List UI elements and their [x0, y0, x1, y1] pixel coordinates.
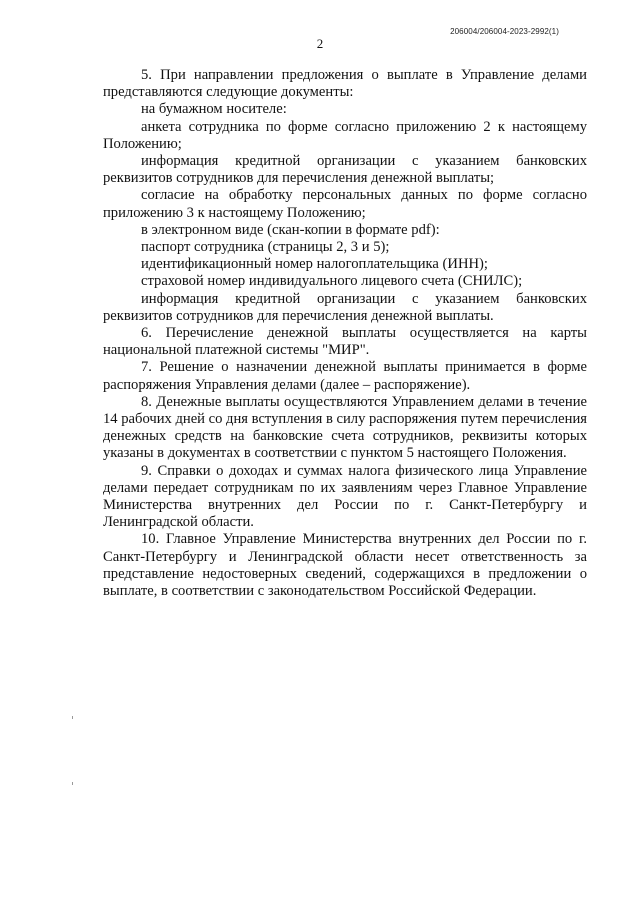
- paragraph-inn: идентификационный номер налогоплательщика (ИНН);: [141, 256, 488, 273]
- document-id: 206004/206004-2023-2992(1): [450, 27, 559, 36]
- paragraph-snils: страховой номер индивидуального лицевого счета (СНИЛС);: [141, 273, 523, 290]
- paragraph-passport: паспорт сотрудника (страницы 2, 3 и 5);: [141, 239, 390, 256]
- paragraph-6: 6. Перечисление денежной выплаты осуществляется на карты национальной платежной системы "МИР".: [103, 325, 587, 359]
- paragraph-5: 5. При направлении предложения о выплате в Управление делами представляются следующие документы:: [103, 67, 587, 101]
- page-number: 2: [316, 36, 324, 51]
- document-body: [103, 67, 587, 600]
- paragraph-paper-heading: на бумажном носителе:: [141, 101, 287, 118]
- paragraph-employee-form: анкета сотрудника по форме согласно приложению 2 к настоящему Положению;: [103, 118, 587, 152]
- scan-speck: [72, 782, 73, 785]
- paragraph-consent: согласие на обработку персональных данных по форме согласно приложению 3 к настоящему Положению;: [103, 187, 587, 221]
- paragraph-9: 9. Справки о доходах и суммах налога физического лица Управление делами передает сотрудникам по их заявлениям через Главное Управление Министерства внутренних дел России по г. Санкт-Петербургу и Ленинградской области.: [103, 462, 587, 531]
- paragraph-electronic-heading: в электронном виде (скан-копии в формате pdf):: [141, 221, 440, 238]
- paragraph-7: 7. Решение о назначении денежной выплаты принимается в форме распоряжения Управления делами (далее – распоряжение).: [103, 359, 587, 393]
- scan-speck: [72, 716, 73, 719]
- paragraph-bank-info-electronic: информация кредитной организации с указанием банковских реквизитов сотрудников для перечисления денежной выплаты.: [103, 290, 587, 324]
- paragraph-bank-info: информация кредитной организации с указанием банковских реквизитов сотрудников для перечисления денежной выплаты;: [103, 153, 587, 187]
- paragraph-10: 10. Главное Управление Министерства внутренних дел России по г. Санкт-Петербургу и Ленинградской области несет ответственность за представление недостоверных сведений, содержащихся в предложении о выплате, в соответствии с законодательством Российской Федерации.: [103, 531, 587, 600]
- paragraph-8: 8. Денежные выплаты осуществляются Управлением делами в течение 14 рабочих дней со дня вступления в силу распоряжения путем перечисления денежных средств на банковские счета сотрудников, реквизиты которых указаны в документах в соответствии с пунктом 5 настоящего Положения.: [103, 393, 587, 462]
